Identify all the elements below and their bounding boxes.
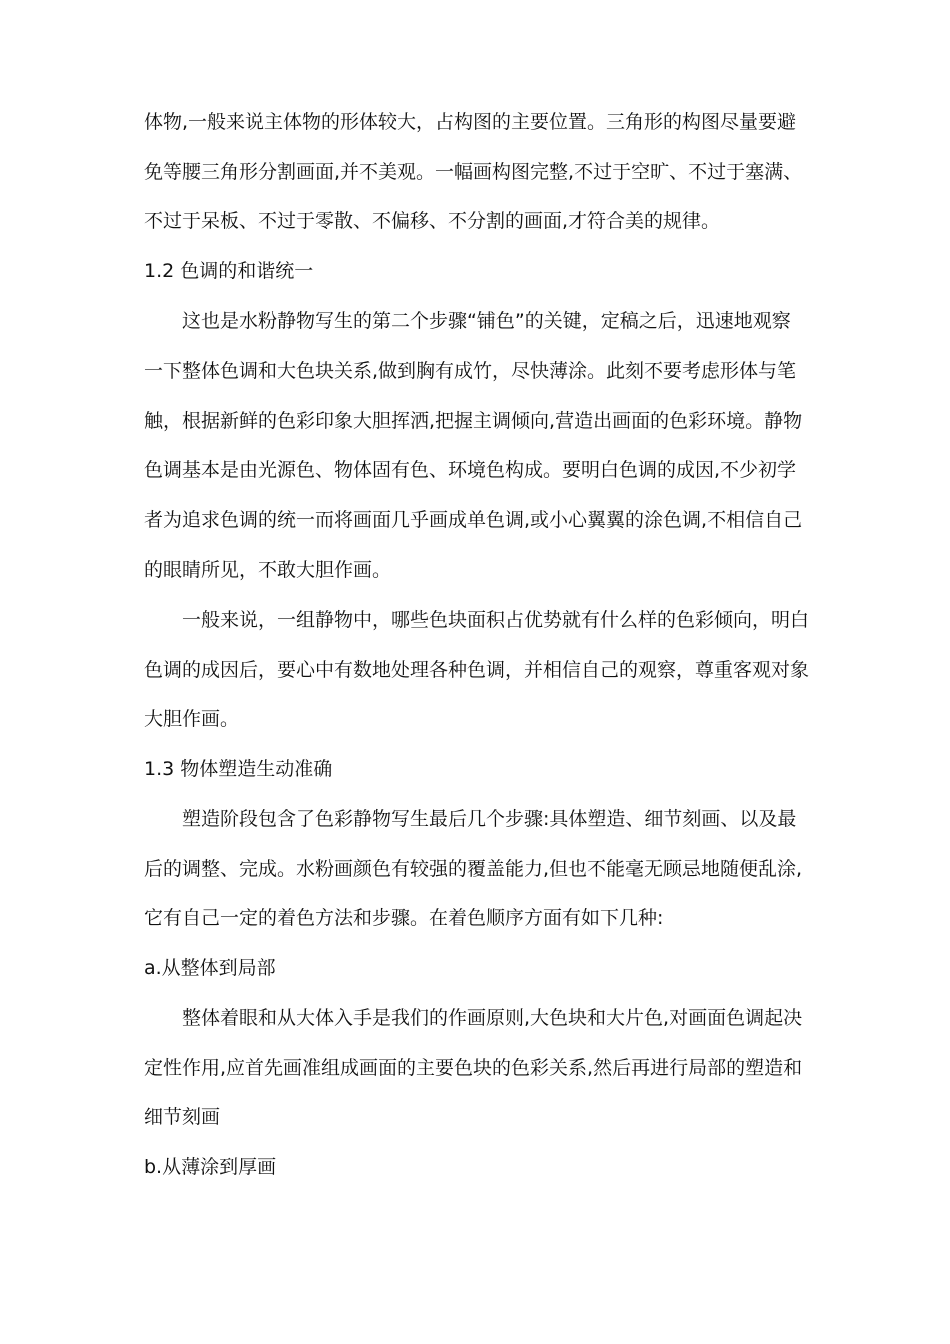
- paragraph-line: 色调的成因后，要心中有数地处理各种色调，并相信自己的观察，尊重客观对象: [144, 659, 810, 681]
- paragraph-line: 细节刻画: [144, 1106, 221, 1128]
- paragraph-line: 它有自己一定的着色方法和步骤。在着色顺序方面有如下几种:: [144, 907, 664, 929]
- paragraph-line: 的眼睛所见，不敢大胆作画。: [144, 559, 392, 581]
- section-heading: 1.2 色调的和谐统一: [144, 260, 314, 282]
- paragraph-line: 免等腰三角形分割画面,并不美观。一幅画构图完整,不过于空旷、不过于塞满、: [144, 161, 803, 183]
- paragraph-line: 后的调整、完成。水粉画颜色有较强的覆盖能力,但也不能毫无顾忌地随便乱涂,: [144, 858, 803, 880]
- paragraph-line: 整体着眼和从大体入手是我们的作画原则,大色块和大片色,对画面色调起决: [182, 1007, 803, 1029]
- subsection-heading: b.从薄涂到厚画: [144, 1156, 277, 1178]
- paragraph-line: 这也是水粉静物写生的第二个步骤“铺色”的关键，定稿之后，迅速地观察: [182, 310, 791, 332]
- section-heading: 1.3 物体塑造生动准确: [144, 758, 333, 780]
- subsection-heading: a.从整体到局部: [144, 957, 276, 979]
- paragraph-line: 触，根据新鲜的色彩印象大胆挥洒,把握主调倾向,营造出画面的色彩环境。静物: [144, 410, 803, 432]
- paragraph-line: 一下整体色调和大色块关系,做到胸有成竹，尽快薄涂。此刻不要考虑形体与笔: [144, 360, 797, 382]
- paragraph-line: 塑造阶段包含了色彩静物写生最后几个步骤:具体塑造、细节刻画、以及最: [182, 808, 797, 830]
- paragraph-line: 定性作用,应首先画准组成画面的主要色块的色彩关系,然后再进行局部的塑造和: [144, 1057, 803, 1079]
- paragraph-line: 体物,一般来说主体物的形体较大，占构图的主要位置。三角形的构图尽量要避: [144, 111, 797, 133]
- paragraph-line: 不过于呆板、不过于零散、不偏移、不分割的画面,才符合美的规律。: [144, 210, 721, 232]
- paragraph-line: 大胆作画。: [144, 708, 240, 730]
- paragraph-line: 者为追求色调的统一而将画面几乎画成单色调,或小心翼翼的涂色调,不相信自己: [144, 509, 803, 531]
- paragraph-line: 一般来说，一组静物中，哪些色块面积占优势就有什么样的色彩倾向，明白: [182, 609, 810, 631]
- paragraph-line: 色调基本是由光源色、物体固有色、环境色构成。要明白色调的成因,不少初学: [144, 459, 797, 481]
